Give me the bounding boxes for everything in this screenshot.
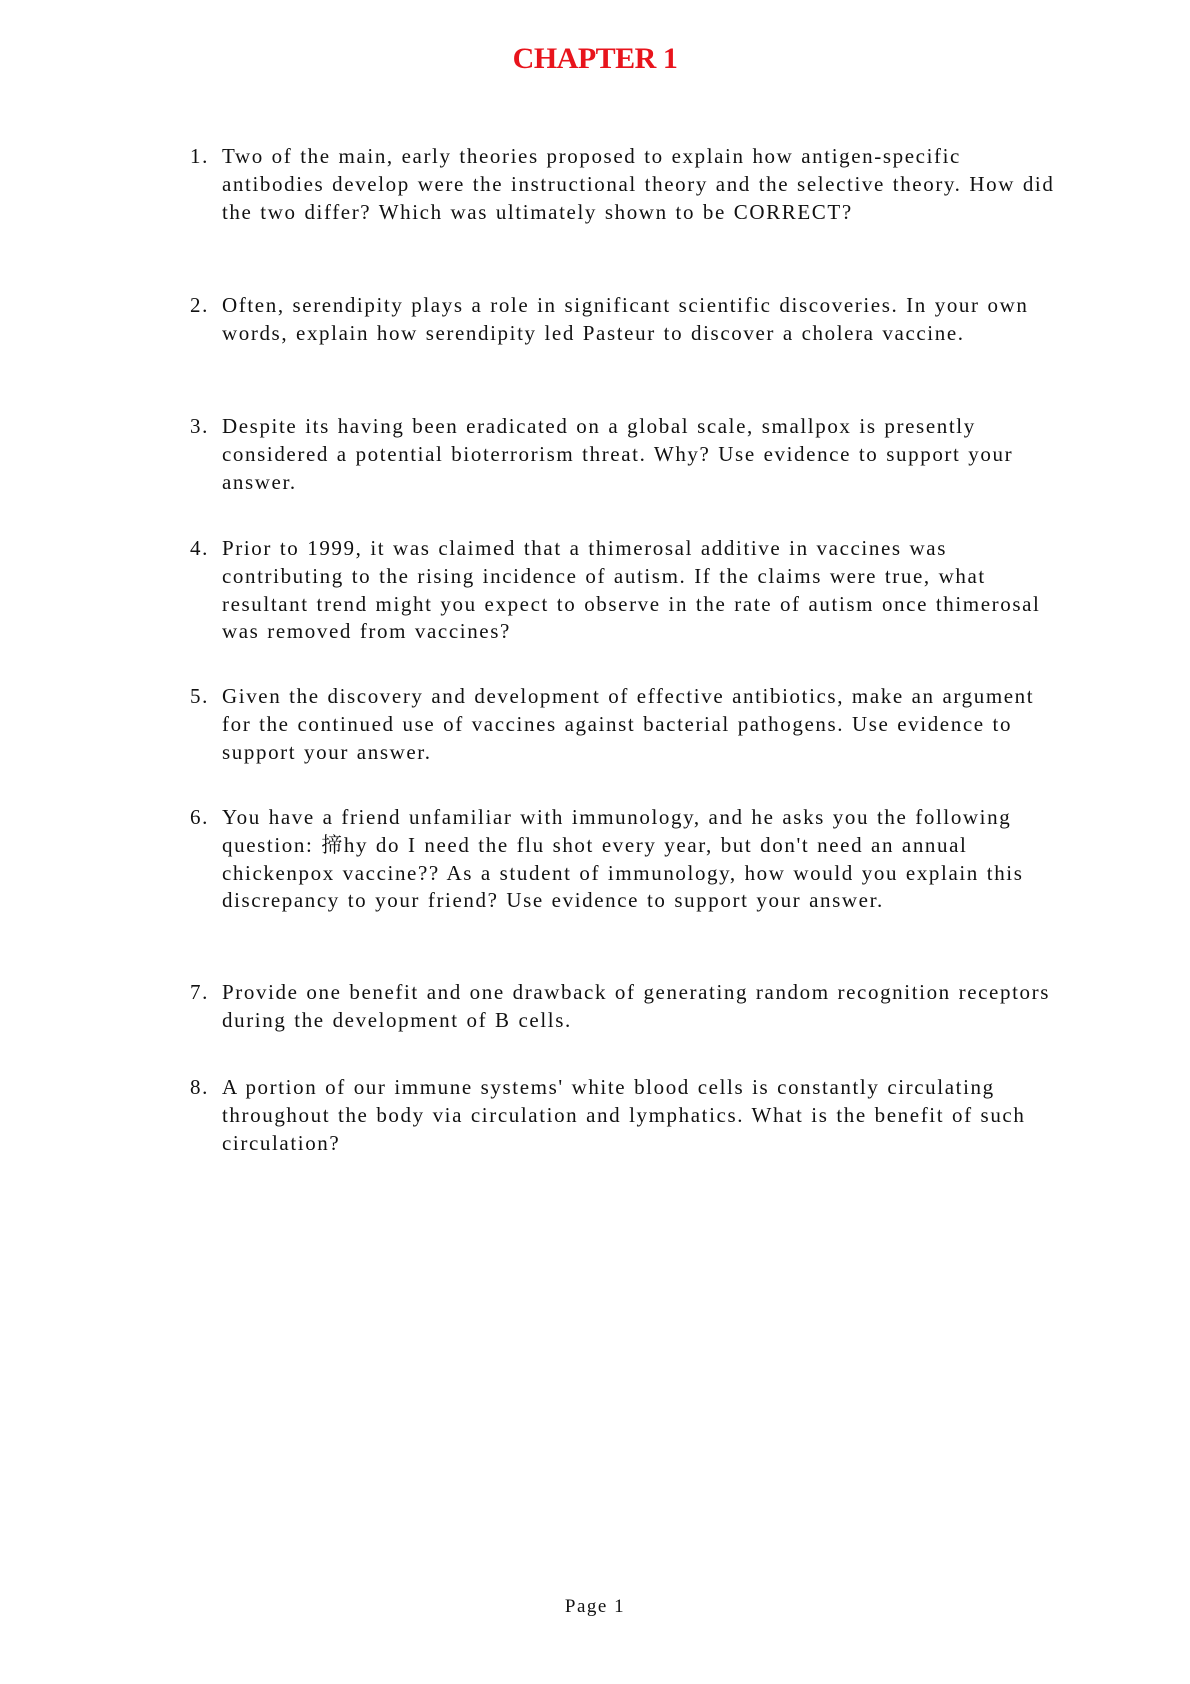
question-text: Despite its having been eradicated on a global scale, smallpox is presently considered a potential bioterrorism threat. Why? Use evidence to support your answer. [222,414,1014,494]
question-number: 8. [190,1075,209,1099]
question-number: 3. [190,414,209,438]
question-number: 2. [190,293,209,317]
chapter-title: CHAPTER 1 [512,42,678,75]
question-item [190,1074,1060,1157]
question-item [190,413,1060,496]
question-text: Provide one benefit and one drawback of generating random recognition receptors during the development of B cells. [222,980,1050,1032]
question-number: 5. [190,684,209,708]
question-item [190,292,1060,348]
page-number: Page 1 [564,1596,626,1617]
question-text: Two of the main, early theories proposed to explain how antigen-specific antibodies develop were the instructional theory and the selective theory. How did the two differ? Which was ultimately shown to be CORRECT? [222,144,1055,224]
question-text: You have a friend unfamiliar with immunology, and he asks you the following question: 揥hy do I need the flu shot every year, but don't need an annual chickenpox vaccine?? As a student of immunology, how would you explain this discrepancy to your friend? Use evidence to support your answer. [222,805,1024,913]
question-item [190,804,1060,915]
question-text: Given the discovery and development of effective antibiotics, make an argument for the continued use of vaccines against bacterial pathogens. Use evidence to support your answer. [222,684,1035,764]
question-number: 7. [190,980,209,1004]
question-item [190,535,1060,646]
question-text: Prior to 1999, it was claimed that a thimerosal additive in vaccines was contributing to the rising incidence of autism. If the claims were true, what resultant trend might you expect to observe in the rate of autism once thimerosal was removed from vaccines? [222,536,1041,644]
question-item [190,143,1060,226]
question-text: A portion of our immune systems' white blood cells is constantly circulating throughout the body via circulation and lymphatics. What is the benefit of such circulation? [222,1075,1026,1155]
question-text: Often, serendipity plays a role in significant scientific discoveries. In your own words, explain how serendipity led Pasteur to discover a cholera vaccine. [222,293,1029,345]
question-number: 1. [190,144,209,168]
question-item [190,979,1060,1035]
question-number: 4. [190,536,209,560]
question-number: 6. [190,805,209,829]
question-item [190,683,1060,766]
